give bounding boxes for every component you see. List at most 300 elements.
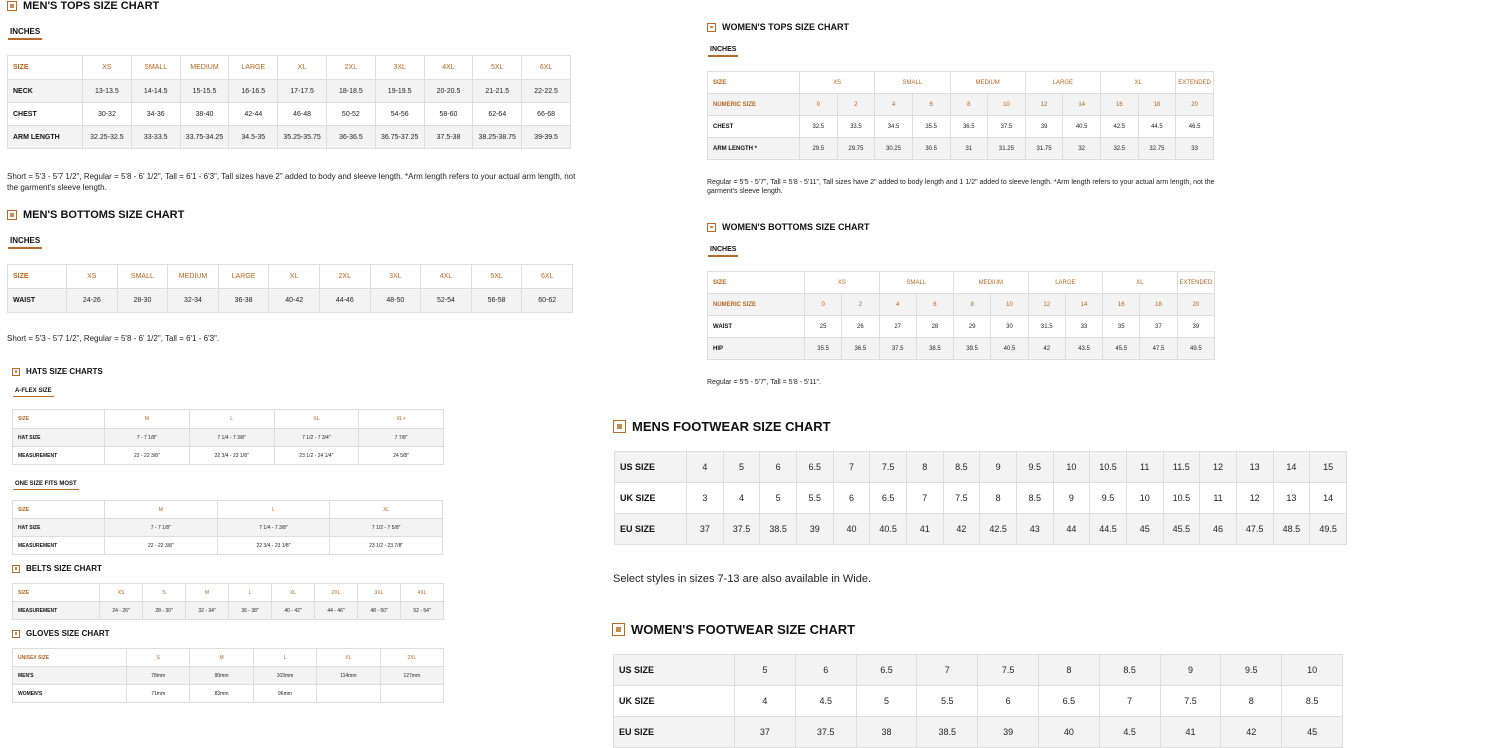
table-cell: 30.5 xyxy=(912,138,950,160)
table-cell: 4 xyxy=(875,94,913,116)
table-row xyxy=(708,338,1215,360)
table-cell: 14 xyxy=(1310,483,1347,514)
table-cell: 5 xyxy=(723,452,760,483)
table-cell: 9 xyxy=(1160,655,1221,686)
table-cell: 9 xyxy=(1053,483,1090,514)
numeric-size-row xyxy=(708,294,1215,316)
table-cell: 29.5 xyxy=(800,138,838,160)
table-cell: 8 xyxy=(906,452,943,483)
table-cell: M xyxy=(105,410,190,429)
table-cell: 7.5 xyxy=(943,483,980,514)
table-cell: 14 xyxy=(1273,452,1310,483)
table-cell: 46 xyxy=(1200,514,1237,545)
table-cell: 8 xyxy=(1038,655,1099,686)
table-row xyxy=(708,138,1214,160)
row-label: HAT SIZE xyxy=(13,519,105,537)
table-cell: 37.5 xyxy=(723,514,760,545)
womens-footwear-table xyxy=(613,654,1343,748)
table-cell: 6 xyxy=(760,452,797,483)
size-group-cell: EXTENDED xyxy=(1176,72,1214,94)
table-row xyxy=(13,602,444,620)
table-cell: 38 xyxy=(856,717,917,748)
table-cell: 16 xyxy=(1101,94,1139,116)
table-cell: 12 xyxy=(1236,483,1273,514)
table-cell: 35.25-35.75 xyxy=(278,126,327,149)
table-cell: 12 xyxy=(1025,94,1063,116)
table-row xyxy=(8,126,571,149)
table-cell: 3XL xyxy=(358,584,401,602)
table-cell: 29 xyxy=(954,316,991,338)
mens-footwear-title: MENS FOOTWEAR SIZE CHART xyxy=(613,419,831,434)
table-cell: 32.25-32.5 xyxy=(83,126,132,149)
table-cell: 18 xyxy=(1140,294,1177,316)
size-chart-icon xyxy=(707,23,716,32)
table-row xyxy=(13,429,444,447)
table-cell: 66-68 xyxy=(522,103,571,126)
table-cell: M xyxy=(186,584,229,602)
table-cell: XL xyxy=(272,584,315,602)
table-cell: L xyxy=(229,584,272,602)
table-cell: 83mm xyxy=(190,685,253,703)
table-cell: 8 xyxy=(950,94,988,116)
row-label: MEASUREMENT xyxy=(13,537,105,555)
table-cell: 20-20.5 xyxy=(424,80,473,103)
table-cell: 10 xyxy=(1126,483,1163,514)
table-row xyxy=(13,537,443,555)
table-cell: 60-62 xyxy=(522,289,573,313)
womens-footwear-title: WOMEN'S FOOTWEAR SIZE CHART xyxy=(612,622,855,637)
hats-title: HATS SIZE CHARTS xyxy=(12,367,103,376)
row-label: HAT SIZE xyxy=(13,429,105,447)
table-cell: 28 - 30" xyxy=(143,602,186,620)
size-group-cell: XS xyxy=(805,272,880,294)
table-cell: 31 xyxy=(950,138,988,160)
table-cell: 127mm xyxy=(380,667,443,685)
table-cell: 22 3/4 - 23 1/8" xyxy=(217,537,330,555)
table-cell: 44.5 xyxy=(1138,116,1176,138)
table-cell: 31.25 xyxy=(988,138,1026,160)
row-label: CHEST xyxy=(708,116,800,138)
size-group-cell: LARGE xyxy=(1025,72,1100,94)
table-cell: 7 xyxy=(906,483,943,514)
table-cell: 33.75-34.25 xyxy=(180,126,229,149)
table-cell: 34.5-35 xyxy=(229,126,278,149)
table-cell: 38.25-38.75 xyxy=(473,126,522,149)
mens-bottoms-unit: INCHES xyxy=(8,236,42,249)
table-cell: 50-52 xyxy=(326,103,375,126)
table-row xyxy=(614,717,1343,748)
table-cell: 14-14.5 xyxy=(131,80,180,103)
table-cell: 8 xyxy=(980,483,1017,514)
table-cell: 6.5 xyxy=(856,655,917,686)
table-row xyxy=(13,447,444,465)
table-cell: 34.5 xyxy=(875,116,913,138)
table-cell: 52-54 xyxy=(421,289,472,313)
table-cell: 45.5 xyxy=(1163,514,1200,545)
table-cell: 48 - 50" xyxy=(358,602,401,620)
table-cell: 11 xyxy=(1126,452,1163,483)
table-cell: 29.75 xyxy=(837,138,875,160)
table-cell: 24 - 26" xyxy=(100,602,143,620)
table-cell: 33 xyxy=(1065,316,1102,338)
table-cell: 24-26 xyxy=(67,289,118,313)
hats-osfm-label: ONE SIZE FITS MOST xyxy=(13,481,79,490)
table-cell: 46.5 xyxy=(1176,116,1214,138)
hats-aflex-label: A-FLEX SIZE xyxy=(13,388,54,397)
table-cell: 8.5 xyxy=(1099,655,1160,686)
table-cell: 36.5 xyxy=(842,338,879,360)
table-cell: 18 xyxy=(1138,94,1176,116)
table-cell: 103mm xyxy=(253,667,316,685)
belts-title: BELTS SIZE CHART xyxy=(12,564,102,573)
table-cell: 44.5 xyxy=(1090,514,1127,545)
belts-table xyxy=(12,583,444,620)
size-chart-icon xyxy=(613,420,626,433)
table-cell: 47.5 xyxy=(1236,514,1273,545)
table-cell: 6 xyxy=(916,294,953,316)
mens-tops-unit: INCHES xyxy=(8,27,42,40)
table-cell: 42.5 xyxy=(980,514,1017,545)
table-row xyxy=(13,685,444,703)
table-cell: 35.5 xyxy=(805,338,842,360)
table-row xyxy=(8,80,571,103)
table-cell: L xyxy=(253,649,316,667)
table-cell: 14 xyxy=(1065,294,1102,316)
table-cell: 11 xyxy=(1200,483,1237,514)
table-cell: 31.75 xyxy=(1025,138,1063,160)
table-cell: 8.5 xyxy=(1016,483,1053,514)
row-label: NUMERIC SIZE xyxy=(708,294,805,316)
table-cell: 7.5 xyxy=(1160,686,1221,717)
table-cell: MEDIUM xyxy=(168,265,219,289)
table-cell: 6 xyxy=(912,94,950,116)
row-label: MEASUREMENT xyxy=(13,602,100,620)
header-row xyxy=(13,410,444,429)
table-cell: 32 xyxy=(1063,138,1101,160)
table-cell: 96mm xyxy=(253,685,316,703)
table-cell: M xyxy=(105,501,218,519)
mens-tops-note: Short = 5'3 - 5'7 1/2", Regular = 5'8 - 6' 1/2", Tall = 6'1 - 6'3", Tall sizes have 2" added to body and sleeve length. *Arm length refers to your actual arm length, not the garment's sleeve length. xyxy=(7,172,576,192)
table-cell: 4XL xyxy=(401,584,444,602)
table-cell: 2XL xyxy=(315,584,358,602)
table-cell xyxy=(317,685,380,703)
table-cell: 39 xyxy=(1177,316,1214,338)
row-label: SIZE xyxy=(8,265,67,289)
table-cell: 34-36 xyxy=(131,103,180,126)
table-row xyxy=(614,655,1343,686)
row-label: NECK xyxy=(8,80,83,103)
womens-tops-title: WOMEN'S TOPS SIZE CHART xyxy=(707,22,849,32)
womens-bottoms-unit: INCHES xyxy=(708,246,738,257)
mens-bottoms-note: Short = 5'3 - 5'7 1/2", Regular = 5'8 - 6' 1/2", Tall = 6'1 - 6'3". xyxy=(7,334,220,343)
table-cell: 10 xyxy=(1282,655,1343,686)
table-cell: 90mm xyxy=(190,667,253,685)
row-label: SIZE xyxy=(8,56,83,80)
table-cell: 40.5 xyxy=(870,514,907,545)
table-cell: 10.5 xyxy=(1163,483,1200,514)
table-cell: 8.5 xyxy=(943,452,980,483)
mens-footwear-table xyxy=(614,451,1347,545)
table-cell: 45 xyxy=(1282,717,1343,748)
table-cell: 5.5 xyxy=(917,686,978,717)
table-cell: 71mm xyxy=(127,685,190,703)
table-cell: 32.5 xyxy=(800,116,838,138)
table-cell: 5XL xyxy=(473,56,522,80)
numeric-size-row xyxy=(708,94,1214,116)
table-row xyxy=(615,514,1347,545)
table-cell: 13 xyxy=(1273,483,1310,514)
row-label: SIZE xyxy=(13,410,105,429)
size-group-cell: MEDIUM xyxy=(954,272,1029,294)
table-cell: XS xyxy=(83,56,132,80)
header-row xyxy=(8,265,573,289)
table-cell: 32.75 xyxy=(1138,138,1176,160)
table-cell: 32-34 xyxy=(168,289,219,313)
table-cell: 4 xyxy=(687,452,724,483)
row-label: SIZE xyxy=(13,501,105,519)
table-cell: 39 xyxy=(796,514,833,545)
table-cell: 30-32 xyxy=(83,103,132,126)
table-cell: 36 - 38" xyxy=(229,602,272,620)
table-cell: 7.5 xyxy=(870,452,907,483)
mens-bottoms-title: MEN'S BOTTOMS SIZE CHART xyxy=(7,209,184,221)
table-cell: 22-22.5 xyxy=(522,80,571,103)
table-cell: 7 7/8" xyxy=(359,429,444,447)
mens-tops-table xyxy=(7,55,571,149)
table-cell: 41 xyxy=(1160,717,1221,748)
row-label: SIZE xyxy=(708,72,800,94)
row-label: EU SIZE xyxy=(614,717,735,748)
table-cell: 39.5 xyxy=(954,338,991,360)
table-cell: 3 xyxy=(687,483,724,514)
table-cell: 39-39.5 xyxy=(522,126,571,149)
table-cell: 37 xyxy=(735,717,796,748)
table-cell: MEDIUM xyxy=(180,56,229,80)
table-cell: 7 xyxy=(917,655,978,686)
table-cell: 36.5 xyxy=(950,116,988,138)
size-chart-icon xyxy=(12,630,20,638)
table-cell: 42-44 xyxy=(229,103,278,126)
table-cell: 4 xyxy=(723,483,760,514)
table-cell: 36-38 xyxy=(218,289,269,313)
table-cell: 37 xyxy=(1140,316,1177,338)
table-cell: 43 xyxy=(1016,514,1053,545)
table-cell: 32.5 xyxy=(1101,138,1139,160)
table-cell: XL xyxy=(278,56,327,80)
table-row xyxy=(8,103,571,126)
table-cell: 38.5 xyxy=(760,514,797,545)
table-cell: 9.5 xyxy=(1090,483,1127,514)
table-cell: 7 1/2 - 7 5/8" xyxy=(330,519,443,537)
table-cell: 42 xyxy=(1221,717,1282,748)
table-cell: 12 xyxy=(1028,294,1065,316)
table-cell: 10 xyxy=(988,94,1026,116)
table-row xyxy=(13,667,444,685)
table-cell: 5 xyxy=(856,686,917,717)
row-label: UK SIZE xyxy=(615,483,687,514)
table-cell: 22 3/4 - 23 1/8" xyxy=(189,447,274,465)
table-cell: 37.5 xyxy=(795,717,856,748)
row-label: CHEST xyxy=(8,103,83,126)
table-cell: 33 xyxy=(1176,138,1214,160)
row-label: SIZE xyxy=(13,584,100,602)
table-cell: 54-56 xyxy=(375,103,424,126)
table-cell: 48.5 xyxy=(1273,514,1310,545)
table-cell: 5 xyxy=(735,655,796,686)
table-cell: 45 xyxy=(1126,514,1163,545)
table-cell: 15-15.5 xyxy=(180,80,229,103)
table-cell: 11.5 xyxy=(1163,452,1200,483)
table-cell: 20 xyxy=(1176,94,1214,116)
table-cell: 44 xyxy=(1053,514,1090,545)
size-group-cell: LARGE xyxy=(1028,272,1103,294)
table-cell: 44 - 46" xyxy=(315,602,358,620)
table-cell: 23 1/2 - 23 7/8" xyxy=(330,537,443,555)
table-cell xyxy=(380,685,443,703)
table-cell: 40 xyxy=(1038,717,1099,748)
row-label: ARM LENGTH * xyxy=(708,138,800,160)
table-cell: 4.5 xyxy=(795,686,856,717)
table-cell: 40 xyxy=(833,514,870,545)
gloves-table xyxy=(12,648,444,703)
hats-osfm-table xyxy=(12,500,443,555)
table-cell: 38.5 xyxy=(916,338,953,360)
hats-aflex-table xyxy=(12,409,444,465)
table-cell: 6.5 xyxy=(870,483,907,514)
womens-tops-unit: INCHES xyxy=(708,46,738,57)
table-cell: 49.5 xyxy=(1310,514,1347,545)
table-cell: 22 - 22 3/8" xyxy=(105,447,190,465)
table-cell: 2 xyxy=(837,94,875,116)
table-cell: 37.5-38 xyxy=(424,126,473,149)
table-row xyxy=(708,316,1215,338)
table-cell: 0 xyxy=(800,94,838,116)
size-group-cell: XS xyxy=(800,72,875,94)
table-cell: 25 xyxy=(805,316,842,338)
table-cell: 46-48 xyxy=(278,103,327,126)
table-cell: 10.5 xyxy=(1090,452,1127,483)
table-cell: 40-42 xyxy=(269,289,320,313)
row-label: MEN'S xyxy=(13,667,127,685)
row-label: NUMERIC SIZE xyxy=(708,94,800,116)
table-cell: 37 xyxy=(687,514,724,545)
size-group-cell: EXTENDED xyxy=(1177,272,1214,294)
table-cell: 5XL xyxy=(471,265,522,289)
table-cell: 37.5 xyxy=(879,338,916,360)
table-cell: XL xyxy=(317,649,380,667)
table-cell: 17-17.5 xyxy=(278,80,327,103)
row-label: US SIZE xyxy=(614,655,735,686)
table-cell: 7 - 7 1/8" xyxy=(105,429,190,447)
table-cell: XS xyxy=(67,265,118,289)
table-cell: 10 xyxy=(991,294,1028,316)
size-chart-icon xyxy=(612,623,625,636)
table-cell: 16 xyxy=(1103,294,1140,316)
table-cell: 7 1/4 - 7 3/8" xyxy=(189,429,274,447)
size-chart-icon xyxy=(7,1,17,11)
header-row xyxy=(13,501,443,519)
gloves-title: GLOVES SIZE CHART xyxy=(12,629,110,638)
table-cell: 0 xyxy=(805,294,842,316)
table-cell: 114mm xyxy=(317,667,380,685)
table-cell: 6.5 xyxy=(796,452,833,483)
size-group-cell: SMALL xyxy=(879,272,954,294)
row-label: EU SIZE xyxy=(615,514,687,545)
table-cell: 9.5 xyxy=(1016,452,1053,483)
table-cell: 30.25 xyxy=(875,138,913,160)
table-cell: 58-60 xyxy=(424,103,473,126)
table-cell: 30 xyxy=(991,316,1028,338)
table-cell: 7 1/2 - 7 3/4" xyxy=(274,429,359,447)
table-cell: 5.5 xyxy=(796,483,833,514)
table-cell: 40 - 42" xyxy=(272,602,315,620)
table-row xyxy=(614,686,1343,717)
table-cell: 4XL xyxy=(424,56,473,80)
row-label: UK SIZE xyxy=(614,686,735,717)
header-row xyxy=(13,649,444,667)
table-cell: XL xyxy=(274,410,359,429)
row-label: WOMEN'S xyxy=(13,685,127,703)
table-cell: 7.5 xyxy=(978,655,1039,686)
table-cell: 32 - 34" xyxy=(186,602,229,620)
table-row xyxy=(8,289,573,313)
table-cell: L xyxy=(217,501,330,519)
table-cell: 8.5 xyxy=(1282,686,1343,717)
table-cell: XL xyxy=(269,265,320,289)
table-cell: 42 xyxy=(943,514,980,545)
table-cell: 44-46 xyxy=(319,289,370,313)
table-cell: 6XL xyxy=(522,56,571,80)
table-cell: 6XL xyxy=(522,265,573,289)
table-cell: 13-13.5 xyxy=(83,80,132,103)
table-row xyxy=(13,519,443,537)
row-label: ARM LENGTH xyxy=(8,126,83,149)
size-group-cell: XL xyxy=(1101,72,1176,94)
table-cell: 42.5 xyxy=(1101,116,1139,138)
table-cell: 14 xyxy=(1063,94,1101,116)
table-cell: LARGE xyxy=(229,56,278,80)
table-cell: 3XL xyxy=(370,265,421,289)
header-row xyxy=(13,584,444,602)
mens-tops-title: MEN'S TOPS SIZE CHART xyxy=(7,0,159,12)
table-cell: 38-40 xyxy=(180,103,229,126)
table-cell: 12 xyxy=(1200,452,1237,483)
header-row xyxy=(708,72,1214,94)
table-cell: 5 xyxy=(760,483,797,514)
size-group-cell: SMALL xyxy=(875,72,950,94)
table-cell: 7 - 7 1/8" xyxy=(105,519,218,537)
table-cell: 35.5 xyxy=(912,116,950,138)
table-cell: 28 xyxy=(916,316,953,338)
table-cell: 6 xyxy=(833,483,870,514)
womens-bottoms-table xyxy=(707,271,1215,360)
table-cell: 4 xyxy=(735,686,796,717)
table-cell: 26 xyxy=(842,316,879,338)
table-cell: 40.5 xyxy=(991,338,1028,360)
table-cell: 9 xyxy=(980,452,1017,483)
table-cell: 2XL xyxy=(319,265,370,289)
table-cell: 21-21.5 xyxy=(473,80,522,103)
table-cell: 2 xyxy=(842,294,879,316)
table-cell: M xyxy=(190,649,253,667)
table-row xyxy=(708,116,1214,138)
table-cell: 37.5 xyxy=(988,116,1026,138)
table-cell: 39 xyxy=(1025,116,1063,138)
size-chart-icon xyxy=(707,223,716,232)
table-cell: 38.5 xyxy=(917,717,978,748)
table-cell: 7 1/4 - 7 3/8" xyxy=(217,519,330,537)
size-chart-icon xyxy=(12,368,20,376)
